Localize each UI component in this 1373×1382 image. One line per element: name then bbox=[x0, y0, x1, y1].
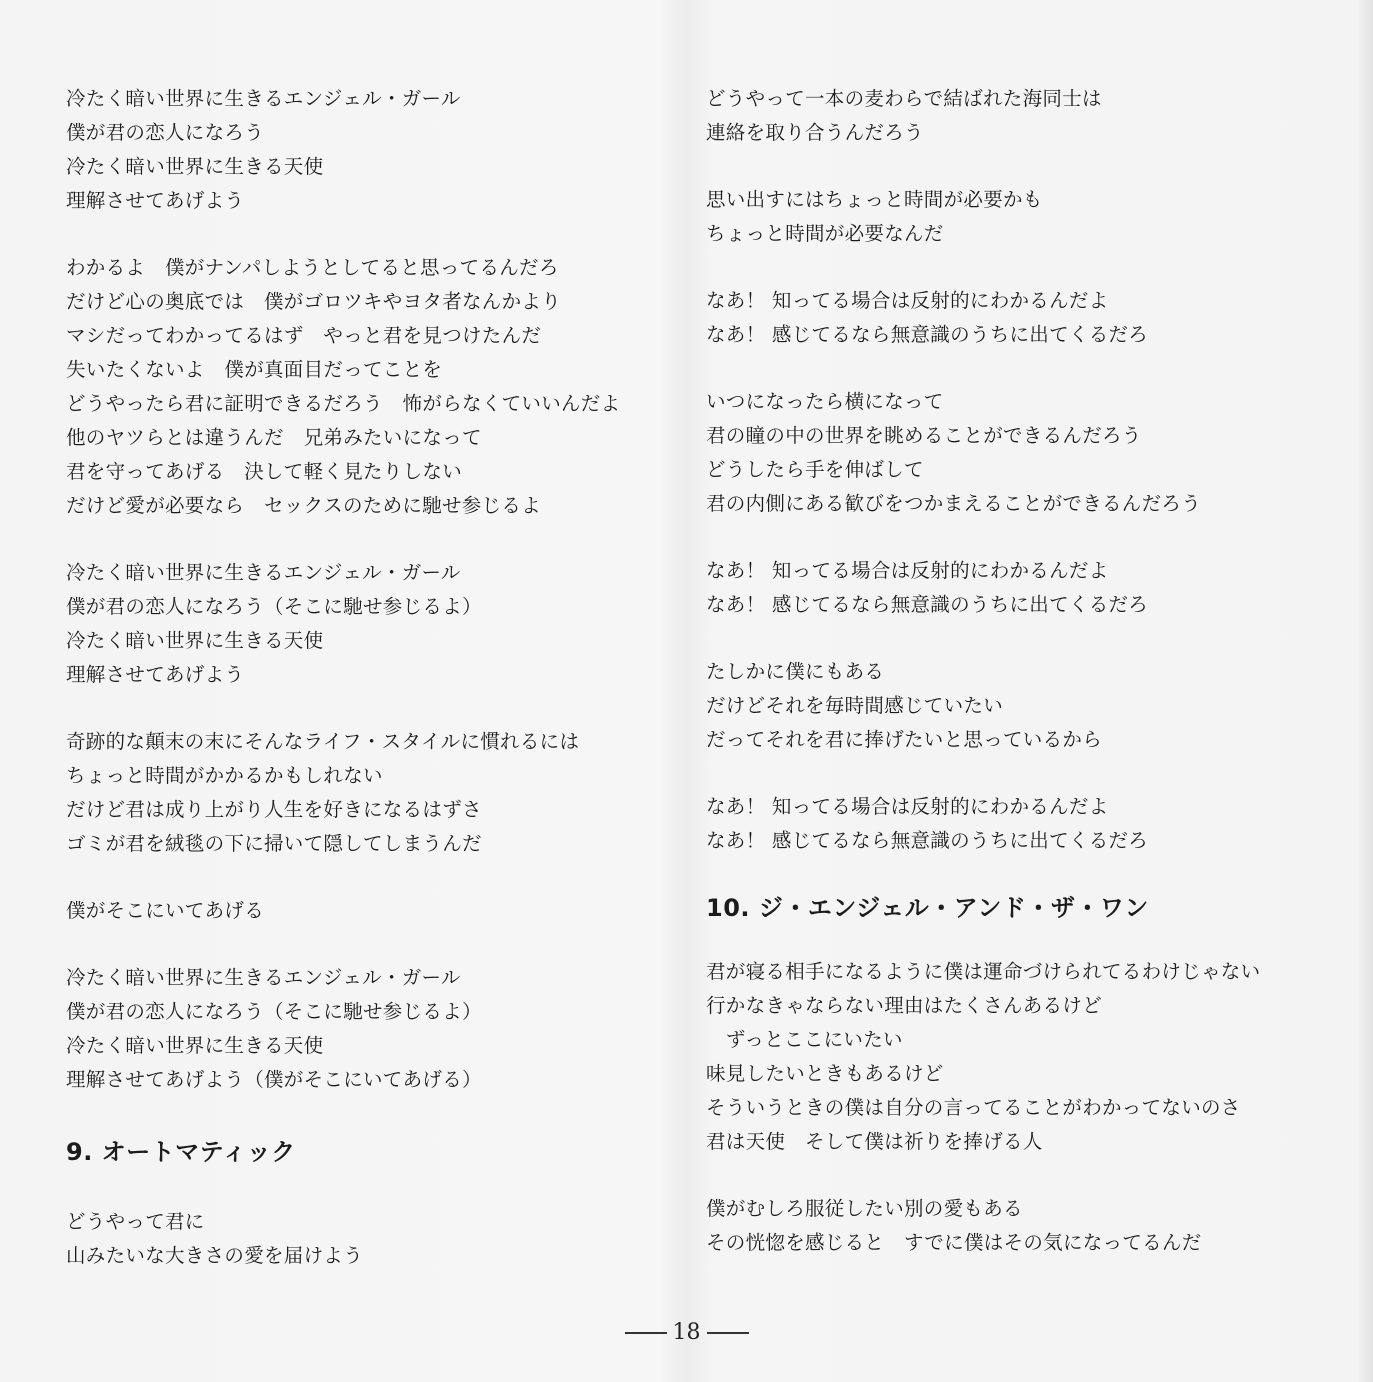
left-stanzas-bottom bbox=[66, 1205, 666, 1273]
lyric-line: 奇跡的な顛末の末にそんなライフ・スタイルに慣れるには bbox=[66, 730, 580, 753]
lyric-line: 山みたいな大きさの愛を届けよう bbox=[66, 1244, 364, 1267]
lyric-line: 理解させてあげよう bbox=[66, 663, 245, 686]
lyric-line: どうしたら手を伸ばして bbox=[706, 458, 924, 481]
lyric-line: 僕が君の恋人になろう（そこに馳せ参じるよ） bbox=[66, 1000, 482, 1023]
stanza bbox=[66, 556, 666, 692]
lyric-line: 君を守ってあげる 決して軽く見たりしない bbox=[66, 460, 462, 483]
lyric-line: 僕がそこにいてあげる bbox=[66, 899, 265, 922]
lyric-line: なあ！ 知ってる場合は反射的にわかるんだよ bbox=[706, 795, 1109, 818]
page-edge bbox=[1359, 0, 1373, 1382]
page-number-text: 18 bbox=[672, 1320, 701, 1345]
dash-left bbox=[625, 1332, 667, 1334]
lyric-line: その恍惚を感じると すでに僕はその気になってるんだ bbox=[706, 1231, 1202, 1254]
lyric-line: 冷たく暗い世界に生きるエンジェル・ガール bbox=[66, 561, 461, 584]
stanza bbox=[66, 725, 666, 861]
lyric-line: 君が寝る相手になるように僕は運命づけられてるわけじゃない bbox=[706, 960, 1261, 983]
lyric-line: 行かなきゃならない理由はたくさんあるけど bbox=[706, 994, 1103, 1017]
stanza bbox=[706, 790, 1306, 858]
lyric-line: だけど愛が必要なら セックスのために馳せ参じるよ bbox=[66, 494, 542, 517]
stanza bbox=[706, 655, 1306, 757]
stanza bbox=[706, 1192, 1306, 1260]
lyric-line: いつになったら横になって bbox=[706, 390, 944, 413]
lyric-line: 僕が君の恋人になろう（そこに馳せ参じるよ） bbox=[66, 595, 482, 618]
lyric-line: なあ！ 知ってる場合は反射的にわかるんだよ bbox=[706, 559, 1109, 582]
lyric-line: だってそれを君に捧げたいと思っているから bbox=[706, 728, 1103, 751]
lyric-line: 君は天使 そして僕は祈りを捧げる人 bbox=[706, 1130, 1043, 1153]
lyric-line: 僕が君の恋人になろう bbox=[66, 121, 265, 144]
lyric-line: 理解させてあげよう bbox=[66, 189, 245, 212]
lyric-line: ゴミが君を絨毯の下に掃いて隠してしまうんだ bbox=[66, 832, 482, 855]
stanza bbox=[706, 82, 1306, 150]
lyric-line: 冷たく暗い世界に生きるエンジェル・ガール bbox=[66, 87, 461, 110]
song-title-9: 9. オートマティック bbox=[66, 1138, 296, 1166]
stanza bbox=[706, 284, 1306, 352]
left-column bbox=[66, 82, 666, 1306]
lyric-line: ちょっと時間が必要なんだ bbox=[706, 222, 944, 245]
lyric-line: なあ！ 知ってる場合は反射的にわかるんだよ bbox=[706, 289, 1109, 312]
lyric-line: ずっとここにいたい bbox=[706, 1028, 903, 1051]
right-column bbox=[706, 82, 1306, 1293]
stanza bbox=[66, 1205, 666, 1273]
dash-right bbox=[707, 1332, 749, 1334]
lyric-line: マシだってわかってるはず やっと君を見つけたんだ bbox=[66, 324, 542, 347]
lyric-line: だけど心の奥底では 僕がゴロツキやヨタ者なんかより bbox=[66, 290, 562, 313]
lyric-line: どうやって一本の麦わらで結ばれた海同士は bbox=[706, 87, 1102, 110]
stanza bbox=[66, 894, 666, 928]
stanza bbox=[706, 385, 1306, 521]
stanza bbox=[706, 554, 1306, 622]
lyric-line: なあ！ 感じてるなら無意識のうちに出てくるだろ bbox=[706, 593, 1149, 616]
lyric-line: たしかに僕にもある bbox=[706, 660, 885, 683]
lyric-line: 連絡を取り合うんだろう bbox=[706, 121, 924, 144]
lyric-line: 冷たく暗い世界に生きる天使 bbox=[66, 1034, 324, 1057]
lyric-line: 思い出すにはちょっと時間が必要かも bbox=[706, 188, 1043, 211]
lyric-line: わかるよ 僕がナンパしようとしてると思ってるんだろ bbox=[66, 256, 559, 279]
lyric-line: 僕がむしろ服従したい別の愛もある bbox=[706, 1197, 1023, 1220]
lyric-line: ちょっと時間がかかるかもしれない bbox=[66, 764, 383, 787]
lyric-line: 他のヤツらとは違うんだ 兄弟みたいになって bbox=[66, 426, 482, 449]
lyric-line: 失いたくないよ 僕が真面目だってことを bbox=[66, 358, 443, 381]
lyric-line: だけどそれを毎時間感じていたい bbox=[706, 694, 1004, 717]
lyric-line: なあ！ 感じてるなら無意識のうちに出てくるだろ bbox=[706, 829, 1149, 852]
lyric-line: 理解させてあげよう（僕がそこにいてあげる） bbox=[66, 1068, 482, 1091]
lyric-line: 君の瞳の中の世界を眺めることができるんだろう bbox=[706, 424, 1142, 447]
lyric-line: なあ！ 感じてるなら無意識のうちに出てくるだろ bbox=[706, 323, 1149, 346]
stanza bbox=[706, 955, 1306, 1159]
lyric-line: 冷たく暗い世界に生きるエンジェル・ガール bbox=[66, 966, 461, 989]
lyric-line: 冷たく暗い世界に生きる天使 bbox=[66, 155, 324, 178]
stanza bbox=[66, 82, 666, 218]
stanza bbox=[66, 251, 666, 523]
left-stanzas-top bbox=[66, 82, 666, 1097]
lyric-line: 冷たく暗い世界に生きる天使 bbox=[66, 629, 324, 652]
right-stanzas-bottom bbox=[706, 955, 1306, 1260]
lyric-line: だけど君は成り上がり人生を好きになるはずさ bbox=[66, 798, 482, 821]
lyric-line: そういうときの僕は自分の言ってることがわかってないのさ bbox=[706, 1096, 1241, 1119]
lyric-line: どうやって君に bbox=[66, 1210, 205, 1233]
stanza bbox=[706, 183, 1306, 251]
lyric-line: どうやったら君に証明できるだろう 怖がらなくていいんだよ bbox=[66, 392, 621, 415]
page-number bbox=[0, 1320, 1373, 1345]
song-title-10: 10. ジ・エンジェル・アンド・ザ・ワン bbox=[706, 894, 1149, 922]
lyric-line: 君の内側にある歓びをつかまえることができるんだろう bbox=[706, 492, 1202, 515]
lyric-line: 味見したいときもあるけど bbox=[706, 1062, 944, 1085]
right-stanzas-top bbox=[706, 82, 1306, 858]
stanza bbox=[66, 961, 666, 1097]
